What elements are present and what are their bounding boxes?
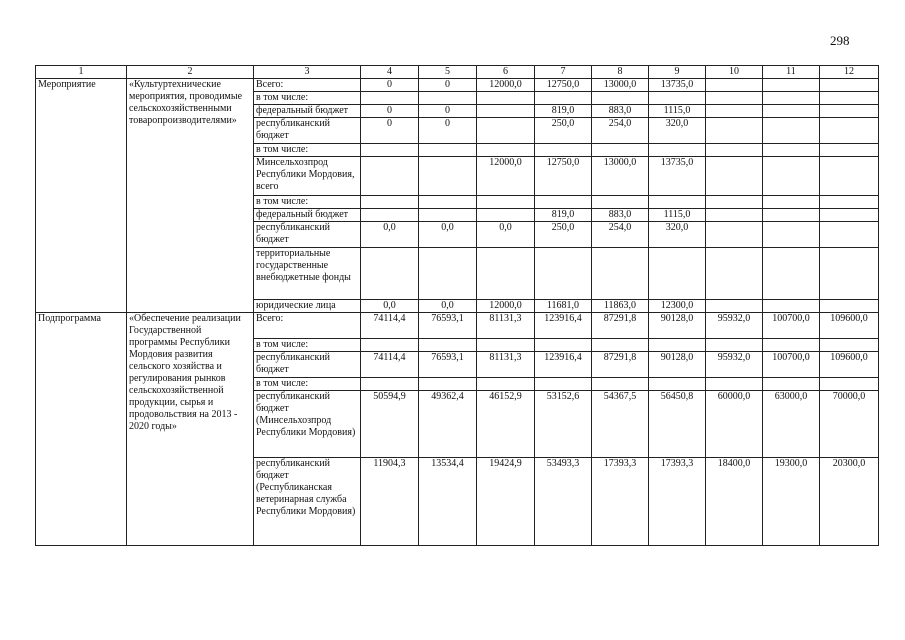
header-cell: 1 bbox=[36, 66, 127, 79]
value-cell: 0 bbox=[419, 118, 477, 144]
value-cell bbox=[419, 248, 477, 300]
value-cell: 0,0 bbox=[419, 300, 477, 313]
value-cell: 11904,3 bbox=[361, 458, 419, 546]
funding-source: в том числе: bbox=[254, 144, 361, 157]
value-cell bbox=[763, 196, 820, 209]
value-cell: 320,0 bbox=[649, 118, 706, 144]
value-cell: 90128,0 bbox=[649, 352, 706, 378]
value-cell bbox=[592, 339, 649, 352]
header-cell: 12 bbox=[820, 66, 879, 79]
value-cell: 81131,3 bbox=[477, 313, 535, 339]
table-row bbox=[36, 79, 879, 92]
value-cell: 50594,9 bbox=[361, 391, 419, 458]
value-cell: 53493,3 bbox=[535, 458, 592, 546]
table-row bbox=[36, 313, 879, 339]
value-cell bbox=[763, 105, 820, 118]
value-cell bbox=[419, 144, 477, 157]
value-cell: 1115,0 bbox=[649, 105, 706, 118]
value-cell: 12750,0 bbox=[535, 79, 592, 92]
value-cell bbox=[477, 209, 535, 222]
value-cell bbox=[361, 248, 419, 300]
value-cell: 0 bbox=[361, 118, 419, 144]
value-cell: 0,0 bbox=[361, 300, 419, 313]
funding-source: в том числе: bbox=[254, 339, 361, 352]
value-cell bbox=[419, 209, 477, 222]
value-cell: 13735,0 bbox=[649, 157, 706, 196]
value-cell bbox=[361, 157, 419, 196]
value-cell bbox=[477, 118, 535, 144]
value-cell: 74114,4 bbox=[361, 352, 419, 378]
value-cell: 46152,9 bbox=[477, 391, 535, 458]
value-cell bbox=[706, 105, 763, 118]
value-cell: 254,0 bbox=[592, 118, 649, 144]
value-cell bbox=[820, 144, 879, 157]
value-cell: 12000,0 bbox=[477, 157, 535, 196]
funding-source: республиканский бюджет bbox=[254, 118, 361, 144]
value-cell: 19300,0 bbox=[763, 458, 820, 546]
value-cell: 49362,4 bbox=[419, 391, 477, 458]
value-cell: 250,0 bbox=[535, 118, 592, 144]
value-cell: 54367,5 bbox=[592, 391, 649, 458]
value-cell: 819,0 bbox=[535, 209, 592, 222]
value-cell bbox=[820, 157, 879, 196]
value-cell bbox=[820, 248, 879, 300]
value-cell: 90128,0 bbox=[649, 313, 706, 339]
value-cell bbox=[419, 339, 477, 352]
header-cell: 11 bbox=[763, 66, 820, 79]
value-cell bbox=[477, 105, 535, 118]
value-cell bbox=[706, 196, 763, 209]
funding-source: республиканский бюджет (Минсельхозпрод Республики Мордовия) bbox=[254, 391, 361, 458]
value-cell: 100700,0 bbox=[763, 352, 820, 378]
value-cell bbox=[820, 222, 879, 248]
value-cell bbox=[477, 339, 535, 352]
value-cell bbox=[706, 222, 763, 248]
value-cell: 76593,1 bbox=[419, 313, 477, 339]
value-cell bbox=[477, 196, 535, 209]
value-cell bbox=[361, 144, 419, 157]
value-cell: 13000,0 bbox=[592, 157, 649, 196]
value-cell bbox=[535, 196, 592, 209]
value-cell bbox=[706, 144, 763, 157]
value-cell: 76593,1 bbox=[419, 352, 477, 378]
header-cell: 9 bbox=[649, 66, 706, 79]
value-cell: 0 bbox=[419, 105, 477, 118]
item-name: «Обеспечение реализации Государственной программы Республики Мордовия развития сельского хозяйства и регулирования рынков сельскохозяйственной продукции, сырья и продовольствия на 2013 - 2020 годы» bbox=[127, 313, 254, 546]
value-cell: 81131,3 bbox=[477, 352, 535, 378]
value-cell bbox=[763, 222, 820, 248]
value-cell bbox=[820, 92, 879, 105]
value-cell: 19424,9 bbox=[477, 458, 535, 546]
value-cell: 0 bbox=[419, 79, 477, 92]
value-cell: 13000,0 bbox=[592, 79, 649, 92]
value-cell: 0 bbox=[361, 105, 419, 118]
value-cell bbox=[649, 248, 706, 300]
funding-source: в том числе: bbox=[254, 378, 361, 391]
header-cell: 6 bbox=[477, 66, 535, 79]
value-cell bbox=[477, 144, 535, 157]
value-cell bbox=[820, 118, 879, 144]
funding-source: юридические лица bbox=[254, 300, 361, 313]
value-cell bbox=[706, 157, 763, 196]
value-cell: 53152,6 bbox=[535, 391, 592, 458]
value-cell bbox=[592, 196, 649, 209]
value-cell bbox=[649, 196, 706, 209]
value-cell bbox=[706, 79, 763, 92]
header-row bbox=[36, 66, 879, 79]
value-cell: 13534,4 bbox=[419, 458, 477, 546]
value-cell bbox=[763, 300, 820, 313]
value-cell bbox=[649, 339, 706, 352]
funding-source: в том числе: bbox=[254, 196, 361, 209]
value-cell bbox=[820, 196, 879, 209]
header-cell: 4 bbox=[361, 66, 419, 79]
page-number: 298 bbox=[830, 33, 850, 48]
value-cell bbox=[361, 378, 419, 391]
value-cell: 12000,0 bbox=[477, 300, 535, 313]
value-cell bbox=[820, 378, 879, 391]
value-cell bbox=[763, 92, 820, 105]
item-type: Подпрограмма bbox=[36, 313, 127, 546]
funding-source: республиканский бюджет bbox=[254, 222, 361, 248]
value-cell bbox=[535, 144, 592, 157]
value-cell bbox=[763, 118, 820, 144]
value-cell: 87291,8 bbox=[592, 352, 649, 378]
value-cell bbox=[706, 300, 763, 313]
header-cell: 8 bbox=[592, 66, 649, 79]
value-cell: 0,0 bbox=[477, 222, 535, 248]
value-cell: 70000,0 bbox=[820, 391, 879, 458]
value-cell: 12000,0 bbox=[477, 79, 535, 92]
value-cell bbox=[361, 92, 419, 105]
value-cell: 95932,0 bbox=[706, 313, 763, 339]
value-cell: 0 bbox=[361, 79, 419, 92]
value-cell bbox=[820, 339, 879, 352]
value-cell bbox=[535, 378, 592, 391]
value-cell bbox=[763, 157, 820, 196]
value-cell: 95932,0 bbox=[706, 352, 763, 378]
header-cell: 5 bbox=[419, 66, 477, 79]
item-type: Мероприятие bbox=[36, 79, 127, 313]
value-cell bbox=[820, 209, 879, 222]
value-cell: 13735,0 bbox=[649, 79, 706, 92]
value-cell bbox=[763, 144, 820, 157]
value-cell: 320,0 bbox=[649, 222, 706, 248]
value-cell bbox=[419, 157, 477, 196]
value-cell: 60000,0 bbox=[706, 391, 763, 458]
value-cell bbox=[706, 248, 763, 300]
value-cell: 56450,8 bbox=[649, 391, 706, 458]
value-cell bbox=[535, 248, 592, 300]
value-cell: 0,0 bbox=[419, 222, 477, 248]
value-cell bbox=[706, 118, 763, 144]
value-cell bbox=[477, 92, 535, 105]
value-cell bbox=[592, 378, 649, 391]
value-cell: 1115,0 bbox=[649, 209, 706, 222]
header-cell: 3 bbox=[254, 66, 361, 79]
value-cell: 250,0 bbox=[535, 222, 592, 248]
value-cell: 74114,4 bbox=[361, 313, 419, 339]
value-cell bbox=[706, 209, 763, 222]
value-cell: 20300,0 bbox=[820, 458, 879, 546]
header-cell: 10 bbox=[706, 66, 763, 79]
funding-source: в том числе: bbox=[254, 92, 361, 105]
funding-source: территориальные государственные внебюджетные фонды bbox=[254, 248, 361, 300]
value-cell: 11863,0 bbox=[592, 300, 649, 313]
value-cell bbox=[419, 378, 477, 391]
value-cell: 63000,0 bbox=[763, 391, 820, 458]
value-cell: 0,0 bbox=[361, 222, 419, 248]
value-cell bbox=[706, 339, 763, 352]
value-cell bbox=[820, 79, 879, 92]
header-cell: 2 bbox=[127, 66, 254, 79]
value-cell bbox=[763, 209, 820, 222]
funding-source: федеральный бюджет bbox=[254, 105, 361, 118]
value-cell bbox=[592, 92, 649, 105]
funding-source: Всего: bbox=[254, 313, 361, 339]
value-cell: 18400,0 bbox=[706, 458, 763, 546]
value-cell bbox=[649, 378, 706, 391]
value-cell: 254,0 bbox=[592, 222, 649, 248]
value-cell bbox=[361, 209, 419, 222]
funding-source: республиканский бюджет bbox=[254, 352, 361, 378]
value-cell bbox=[535, 92, 592, 105]
value-cell: 883,0 bbox=[592, 105, 649, 118]
item-name: «Культуртехнические мероприятия, проводимые сельскохозяйственными товаропроизводителями» bbox=[127, 79, 254, 313]
value-cell bbox=[649, 92, 706, 105]
value-cell bbox=[361, 196, 419, 209]
value-cell bbox=[820, 105, 879, 118]
value-cell bbox=[763, 378, 820, 391]
value-cell: 109600,0 bbox=[820, 352, 879, 378]
value-cell bbox=[820, 300, 879, 313]
value-cell: 883,0 bbox=[592, 209, 649, 222]
value-cell: 87291,8 bbox=[592, 313, 649, 339]
value-cell: 123916,4 bbox=[535, 352, 592, 378]
value-cell: 12750,0 bbox=[535, 157, 592, 196]
value-cell: 17393,3 bbox=[649, 458, 706, 546]
funding-source: федеральный бюджет bbox=[254, 209, 361, 222]
value-cell bbox=[763, 79, 820, 92]
value-cell bbox=[763, 248, 820, 300]
value-cell bbox=[419, 196, 477, 209]
value-cell bbox=[592, 248, 649, 300]
budget-table bbox=[35, 65, 879, 546]
value-cell bbox=[592, 144, 649, 157]
funding-source: Всего: bbox=[254, 79, 361, 92]
value-cell bbox=[477, 378, 535, 391]
value-cell bbox=[419, 92, 477, 105]
value-cell bbox=[361, 339, 419, 352]
funding-source: Минсельхозпрод Республики Мордовия, всего bbox=[254, 157, 361, 196]
value-cell: 100700,0 bbox=[763, 313, 820, 339]
header-cell: 7 bbox=[535, 66, 592, 79]
value-cell bbox=[477, 248, 535, 300]
value-cell: 17393,3 bbox=[592, 458, 649, 546]
value-cell: 12300,0 bbox=[649, 300, 706, 313]
value-cell bbox=[706, 92, 763, 105]
value-cell: 11681,0 bbox=[535, 300, 592, 313]
value-cell: 109600,0 bbox=[820, 313, 879, 339]
value-cell: 123916,4 bbox=[535, 313, 592, 339]
value-cell bbox=[535, 339, 592, 352]
value-cell bbox=[649, 144, 706, 157]
funding-source: республиканский бюджет (Республиканская ветеринарная служба Республики Мордовия) bbox=[254, 458, 361, 546]
value-cell bbox=[706, 378, 763, 391]
value-cell bbox=[763, 339, 820, 352]
value-cell: 819,0 bbox=[535, 105, 592, 118]
